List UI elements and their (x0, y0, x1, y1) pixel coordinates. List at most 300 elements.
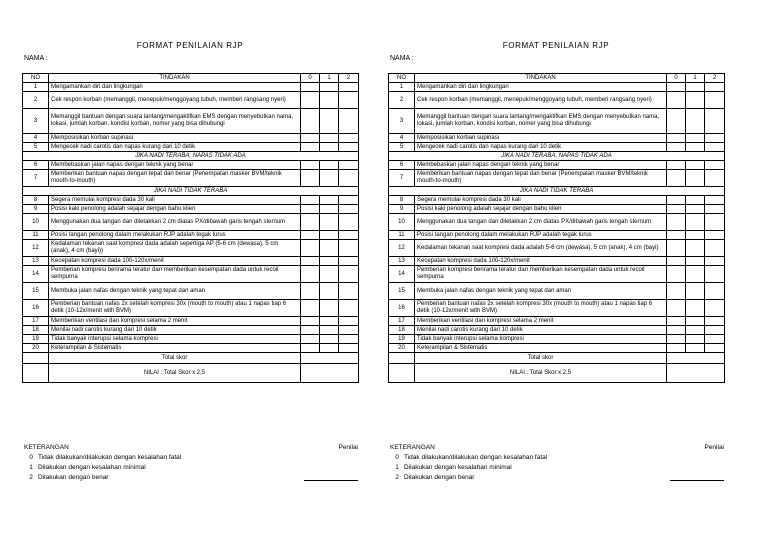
score-cell-1[interactable] (686, 205, 705, 214)
signature-line (670, 480, 724, 481)
score-cell-0[interactable] (301, 317, 320, 326)
score-cell-2[interactable] (339, 344, 359, 353)
score-cell-2[interactable] (339, 92, 359, 109)
score-cell-2[interactable] (339, 196, 359, 205)
score-cell-0[interactable] (301, 300, 320, 317)
table-row (389, 231, 725, 240)
score-cell-0[interactable] (667, 283, 686, 300)
score-cell-0[interactable] (301, 196, 320, 205)
score-cell-1[interactable] (320, 83, 339, 92)
score-cell-2[interactable] (339, 257, 359, 266)
score-cell-0[interactable] (667, 300, 686, 317)
score-cell-1[interactable] (686, 161, 705, 170)
score-cell-1[interactable] (320, 283, 339, 300)
score-cell-2[interactable] (339, 83, 359, 92)
row-action-text: Membuka jalan nafas dengan teknik yang tepat dan aman (49, 283, 301, 300)
row-action-text: Menggunakan dua tangan dan diletakkan 2 cm diatas PX/dibawah garis tengah sternum (415, 214, 667, 231)
score-cell-0[interactable] (667, 170, 686, 187)
section-header-row (389, 187, 725, 196)
table-row (389, 214, 725, 231)
header-score-2: 2 (705, 74, 725, 83)
table-row (389, 170, 725, 187)
score-cell-0[interactable] (667, 317, 686, 326)
legend-item (390, 453, 724, 463)
score-cell-2[interactable] (705, 326, 725, 335)
row-number: 5 (389, 143, 415, 152)
score-cell-1[interactable] (686, 231, 705, 240)
score-cell-2[interactable] (705, 257, 725, 266)
row-action-text: Cek respon korban (memanggil, menepuk/menggoyang tubuh, memberi rangsang nyeri) (49, 92, 301, 109)
row-number: 17 (389, 317, 415, 326)
score-cell-1[interactable] (686, 83, 705, 92)
row-action-text: Mengecek nadi carotis dan napas kurang dari 10 detik (49, 143, 301, 152)
row-action-text: Kedalaman tekanan saat kompresi dada adalah 5-6 cm (dewasa), 5 cm (anak), 4 cm (bayi) (415, 240, 667, 257)
penilai-label: Penilai (338, 444, 358, 451)
score-cell-0[interactable] (667, 205, 686, 214)
score-cell-0[interactable] (667, 161, 686, 170)
legend-item (24, 463, 358, 473)
legend-score: 0 (395, 454, 399, 461)
table-row (23, 257, 359, 266)
row-number: 10 (389, 214, 415, 231)
header-score-2: 2 (339, 74, 359, 83)
row-action-text: Memberikan ventilasi dan kompresi selama 2 menit (415, 317, 667, 326)
score-cell-1[interactable] (320, 240, 339, 257)
table-row (23, 83, 359, 92)
row-action-text: Memanggil bantuan dengan suara lantang/mengaktifkan EMS dengan menyebutkan nama, lokasi, jumlah korban, kondisi korban, nomer yang bisa dihubungi (415, 109, 667, 134)
score-cell-0[interactable] (667, 143, 686, 152)
total-score-cell[interactable] (301, 353, 359, 364)
row-action-text: Kecepatan kompresi dada 100-120x/menit (49, 257, 301, 266)
score-cell-1[interactable] (686, 300, 705, 317)
row-action-text: Memposisikan korban supinasi (49, 134, 301, 143)
form-title: FORMAT PENILAIAN RJP (136, 41, 244, 50)
score-cell-2[interactable] (705, 344, 725, 353)
score-cell-2[interactable] (339, 143, 359, 152)
row-action-text: Mengamankan diri dan lingkungan (415, 83, 667, 92)
table-row (23, 231, 359, 240)
table-row (23, 143, 359, 152)
nilai-row (389, 364, 725, 383)
table-row (389, 300, 725, 317)
score-cell-2[interactable] (339, 161, 359, 170)
score-cell-2[interactable] (339, 214, 359, 231)
assessment-table (22, 73, 359, 383)
table-row (23, 134, 359, 143)
score-cell-2[interactable] (705, 143, 725, 152)
score-cell-2[interactable] (705, 317, 725, 326)
row-number: 4 (389, 134, 415, 143)
header-score-0: 0 (667, 74, 686, 83)
section-header-row (23, 152, 359, 161)
score-cell-0[interactable] (301, 257, 320, 266)
row-number: 5 (23, 143, 49, 152)
row-action-text: Cek respon korban (memanggil, menepuk/menggoyang tubuh, memberi rangsang nyeri) (415, 92, 667, 109)
table-row (389, 134, 725, 143)
score-cell-2[interactable] (339, 170, 359, 187)
section-label: JIKA NADI TERABA, NAPAS TIDAK ADA (23, 152, 359, 161)
row-action-text: Pemberian bantuan nafas 2x setelah kompresi 30x (mouth to mouth) atau 1 napas tiap 6 detik (10-12x/menit with BVM) (49, 300, 301, 317)
row-number: 3 (389, 109, 415, 134)
section-header-row (389, 152, 725, 161)
row-action-text: Posisi tangan penolong dalam melakukan RJP adalah tegak lurus (415, 231, 667, 240)
row-number: 3 (23, 109, 49, 134)
legend-score: 1 (395, 464, 399, 471)
table-row (389, 161, 725, 170)
score-cell-2[interactable] (339, 231, 359, 240)
row-action-text: Segera memulai kompresi dada 30 kali (415, 196, 667, 205)
total-label: Total skor (49, 353, 301, 364)
penilai-label: Penilai (704, 444, 724, 451)
legend-text: Dilakukan dengan kesalahan minimal (38, 464, 146, 471)
score-cell-0[interactable] (667, 134, 686, 143)
nilai-label: NILAI : Total Skor x 2,5 (49, 364, 301, 383)
score-cell-0[interactable] (667, 109, 686, 134)
row-number: 2 (389, 92, 415, 109)
score-cell-0[interactable] (301, 92, 320, 109)
score-cell-1[interactable] (686, 326, 705, 335)
score-cell-1[interactable] (686, 283, 705, 300)
score-cell-2[interactable] (705, 170, 725, 187)
score-cell-2[interactable] (705, 283, 725, 300)
row-number: 2 (23, 92, 49, 109)
legend-text: Tidak dilakukan/dilakukan dengan kesalahan fatal (404, 454, 548, 461)
score-cell-0[interactable] (667, 240, 686, 257)
row-action-text: Mengecek nadi carotis dan napas kurang dari 10 detik (415, 143, 667, 152)
row-number: 17 (23, 317, 49, 326)
keterangan-section (24, 444, 358, 483)
score-cell-2[interactable] (705, 83, 725, 92)
score-cell-2[interactable] (705, 214, 725, 231)
header-score-1: 1 (686, 74, 705, 83)
legend-score: 0 (29, 454, 33, 461)
score-cell-2[interactable] (339, 300, 359, 317)
row-action-text: Keterampilan & Sistematis (415, 344, 667, 353)
table-row (23, 266, 359, 283)
total-label: Total skor (415, 353, 667, 364)
score-cell-2[interactable] (705, 109, 725, 134)
score-cell-1[interactable] (320, 196, 339, 205)
row-number: 16 (389, 300, 415, 317)
table-row (389, 344, 725, 353)
score-cell-0[interactable] (667, 231, 686, 240)
score-cell-0[interactable] (301, 170, 320, 187)
score-cell-0[interactable] (301, 161, 320, 170)
score-cell-0[interactable] (667, 344, 686, 353)
table-row (389, 205, 725, 214)
row-action-text: Memanggil bantuan dengan suara lantang/mengaktifkan EMS dengan menyebutkan nama, lokasi, jumlah korban, kondisi korban, nomer yang bisa dihubungi (49, 109, 301, 134)
keterangan-section (390, 444, 724, 483)
row-number: 14 (389, 266, 415, 283)
header-no: NO (389, 74, 415, 83)
section-label: JIKA NADI TIDAK TERABA (23, 187, 359, 196)
table-row (389, 326, 725, 335)
score-cell-2[interactable] (705, 231, 725, 240)
legend-item (390, 473, 724, 483)
legend-text: Dilakukan dengan benar (38, 474, 109, 481)
section-label: JIKA NADI TIDAK TERABA (389, 187, 725, 196)
row-action-text: Posisi tangan penolong dalam melakukan RJP adalah tegak lurus (49, 231, 301, 240)
score-cell-0[interactable] (301, 231, 320, 240)
score-cell-0[interactable] (667, 266, 686, 283)
score-cell-1[interactable] (320, 205, 339, 214)
nilai-row (23, 364, 359, 383)
score-cell-1[interactable] (320, 92, 339, 109)
header-tindakan: TINDAKAN (49, 74, 301, 83)
score-cell-1[interactable] (686, 134, 705, 143)
table-row (23, 300, 359, 317)
score-cell-1[interactable] (686, 335, 705, 344)
row-action-text: Kedalaman tekanan saat kompresi dada adalah sepertiga AP (5-6 cm (dewasa), 5 cm (anak), 4 cm (bayi)) (49, 240, 301, 257)
row-action-text: Posisi kaki penolong adalah sejajar dengan bahu klien (49, 205, 301, 214)
nama-label: NAMA : (390, 55, 414, 62)
table-row (23, 326, 359, 335)
row-number: 8 (23, 196, 49, 205)
score-cell-1[interactable] (320, 143, 339, 152)
score-cell-0[interactable] (301, 344, 320, 353)
score-cell-1[interactable] (686, 344, 705, 353)
score-cell-1[interactable] (320, 214, 339, 231)
table-row (389, 335, 725, 344)
row-number: 13 (389, 257, 415, 266)
section-header-row (23, 187, 359, 196)
total-row (389, 353, 725, 364)
score-cell-1[interactable] (686, 317, 705, 326)
keterangan-title: KETERANGAN (24, 444, 69, 451)
row-action-text: Membuka jalan nafas dengan teknik yang tepat dan aman (415, 283, 667, 300)
table-row (23, 344, 359, 353)
total-score-cell[interactable] (667, 353, 725, 364)
row-action-text: Membebaskan jalan napas dengan teknik yang benar (415, 161, 667, 170)
row-action-text: Pemberian kompresi berirama teratur dan memberikan kesempatan dada untuk recoil sempurna (415, 266, 667, 283)
row-action-text: Tidak banyak interupsi selama kompresi (415, 335, 667, 344)
assessment-table (388, 73, 725, 383)
row-action-text: Memberikan bantuan napas dengan tepat dan benar (Penempatan masker BVM/teknik mouth-to-mouth) (49, 170, 301, 187)
row-number: 20 (389, 344, 415, 353)
row-number: 11 (23, 231, 49, 240)
row-number: 18 (389, 326, 415, 335)
score-cell-2[interactable] (339, 205, 359, 214)
score-cell-1[interactable] (320, 257, 339, 266)
score-cell-0[interactable] (301, 205, 320, 214)
row-number: 7 (389, 170, 415, 187)
table-row (389, 283, 725, 300)
table-row (389, 83, 725, 92)
row-action-text: Tidak banyak interupsi selama kompresi (49, 335, 301, 344)
row-action-text: Keterampilan & Sistematis (49, 344, 301, 353)
score-cell-1[interactable] (320, 317, 339, 326)
legend-score: 2 (29, 474, 33, 481)
row-number: 8 (389, 196, 415, 205)
row-number: 10 (23, 214, 49, 231)
row-action-text: Pemberian bantuan nafas 2x setelah kompresi 30x (mouth to mouth) atau 1 napas tiap 6 detik (10-12x/menit with BVM) (415, 300, 667, 317)
row-number: 6 (23, 161, 49, 170)
row-number: 6 (389, 161, 415, 170)
row-action-text: Menggunakan dua tangan dan diletakkan 2 cm diatas PX/dibawah garis tengah sternum (49, 214, 301, 231)
score-cell-2[interactable] (705, 196, 725, 205)
score-cell-1[interactable] (320, 326, 339, 335)
score-cell-2[interactable] (705, 300, 725, 317)
table-row (23, 196, 359, 205)
score-cell-2[interactable] (705, 92, 725, 109)
row-number: 1 (389, 83, 415, 92)
row-number: 7 (23, 170, 49, 187)
legend-text: Tidak dilakukan/dilakukan dengan kesalahan fatal (38, 454, 182, 461)
row-number: 19 (389, 335, 415, 344)
table-row (389, 257, 725, 266)
table-row (23, 335, 359, 344)
table-row (389, 317, 725, 326)
signature-line (304, 480, 358, 481)
score-cell-0[interactable] (301, 326, 320, 335)
row-number: 20 (23, 344, 49, 353)
score-cell-2[interactable] (339, 326, 359, 335)
score-cell-2[interactable] (339, 317, 359, 326)
score-cell-0[interactable] (301, 335, 320, 344)
score-cell-1[interactable] (320, 161, 339, 170)
score-cell-1[interactable] (686, 240, 705, 257)
row-number: 11 (389, 231, 415, 240)
table-row (23, 92, 359, 109)
row-action-text: Memberikan bantuan napas dengan tepat dan benar (Penempatan masker BVM/teknik mouth-to-mouth) (415, 170, 667, 187)
row-number: 12 (389, 240, 415, 257)
table-row (23, 161, 359, 170)
score-cell-1[interactable] (686, 170, 705, 187)
score-cell-2[interactable] (339, 283, 359, 300)
score-cell-0[interactable] (301, 283, 320, 300)
legend-score: 1 (29, 464, 33, 471)
score-cell-1[interactable] (686, 214, 705, 231)
legend-score: 2 (395, 474, 399, 481)
legend-item (390, 463, 724, 473)
row-number: 15 (23, 283, 49, 300)
row-number: 19 (23, 335, 49, 344)
score-cell-2[interactable] (339, 335, 359, 344)
header-no: NO (23, 74, 49, 83)
table-row (23, 240, 359, 257)
nilai-score-cell[interactable] (301, 364, 359, 383)
row-action-text: Pemberian kompresi berirama teratur dan memberikan kesempatan dada untuk recoil sempurna (49, 266, 301, 283)
row-number: 12 (23, 240, 49, 257)
score-cell-1[interactable] (686, 266, 705, 283)
score-cell-0[interactable] (667, 83, 686, 92)
score-cell-0[interactable] (667, 326, 686, 335)
row-number: 14 (23, 266, 49, 283)
score-cell-1[interactable] (320, 266, 339, 283)
table-row (23, 214, 359, 231)
row-number: 18 (23, 326, 49, 335)
row-action-text: Menilai nadi carotis kurang dari 10 detik (49, 326, 301, 335)
keterangan-title: KETERANGAN (390, 444, 435, 451)
row-action-text: Kecepatan kompresi dada 100-120x/menit (415, 257, 667, 266)
table-row (389, 92, 725, 109)
score-cell-1[interactable] (686, 109, 705, 134)
score-cell-2[interactable] (705, 335, 725, 344)
row-number: 4 (23, 134, 49, 143)
total-row (23, 353, 359, 364)
table-row (23, 317, 359, 326)
row-action-text: Mengamankan diri dan lingkungan (49, 83, 301, 92)
table-row (389, 109, 725, 134)
score-cell-0[interactable] (301, 83, 320, 92)
score-cell-0[interactable] (301, 143, 320, 152)
table-row (389, 240, 725, 257)
score-cell-0[interactable] (301, 266, 320, 283)
score-cell-2[interactable] (339, 266, 359, 283)
score-cell-2[interactable] (339, 109, 359, 134)
row-number: 13 (23, 257, 49, 266)
score-cell-2[interactable] (705, 240, 725, 257)
score-cell-0[interactable] (667, 335, 686, 344)
header-score-1: 1 (320, 74, 339, 83)
score-cell-1[interactable] (686, 143, 705, 152)
table-row (23, 205, 359, 214)
score-cell-1[interactable] (320, 300, 339, 317)
nilai-label: NILAI : Total Skor x 2,5 (415, 364, 667, 383)
score-cell-1[interactable] (686, 257, 705, 266)
row-action-text: Posisi kaki penolong adalah sejajar dengan bahu klien (415, 205, 667, 214)
row-action-text: Membebaskan jalan napas dengan teknik yang benar (49, 161, 301, 170)
score-cell-2[interactable] (705, 134, 725, 143)
row-action-text: Memposisikan korban supinasi (415, 134, 667, 143)
score-cell-0[interactable] (667, 214, 686, 231)
score-cell-0[interactable] (301, 214, 320, 231)
form-title: FORMAT PENILAIAN RJP (502, 41, 610, 50)
nama-label: NAMA : (24, 55, 48, 62)
header-score-0: 0 (301, 74, 320, 83)
score-cell-0[interactable] (301, 109, 320, 134)
legend-text: Dilakukan dengan kesalahan minimal (404, 464, 512, 471)
score-cell-1[interactable] (686, 92, 705, 109)
score-cell-2[interactable] (339, 240, 359, 257)
row-action-text: Menilai nadi carotis kurang dari 10 detik (415, 326, 667, 335)
score-cell-0[interactable] (667, 257, 686, 266)
score-cell-1[interactable] (320, 134, 339, 143)
score-cell-0[interactable] (301, 240, 320, 257)
row-number: 16 (23, 300, 49, 317)
row-number: 1 (23, 83, 49, 92)
score-cell-1[interactable] (320, 109, 339, 134)
score-cell-0[interactable] (667, 196, 686, 205)
score-cell-0[interactable] (667, 92, 686, 109)
score-cell-1[interactable] (320, 335, 339, 344)
score-cell-2[interactable] (705, 161, 725, 170)
legend-text: Dilakukan dengan benar (404, 474, 475, 481)
score-cell-1[interactable] (320, 344, 339, 353)
score-cell-0[interactable] (301, 134, 320, 143)
row-number: 9 (23, 205, 49, 214)
row-number: 9 (389, 205, 415, 214)
nilai-score-cell[interactable] (667, 364, 725, 383)
table-row (389, 196, 725, 205)
score-cell-1[interactable] (686, 196, 705, 205)
row-action-text: Segera memulai kompresi dada 30 kali (49, 196, 301, 205)
table-row (389, 143, 725, 152)
table-row (23, 109, 359, 134)
score-cell-2[interactable] (705, 266, 725, 283)
table-row (23, 283, 359, 300)
score-cell-2[interactable] (705, 205, 725, 214)
header-tindakan: TINDAKAN (415, 74, 667, 83)
legend-item (24, 473, 358, 483)
score-cell-1[interactable] (320, 170, 339, 187)
section-label: JIKA NADI TERABA, NAPAS TIDAK ADA (389, 152, 725, 161)
table-row (23, 170, 359, 187)
score-cell-1[interactable] (320, 231, 339, 240)
score-cell-2[interactable] (339, 134, 359, 143)
row-number: 15 (389, 283, 415, 300)
table-row (389, 266, 725, 283)
